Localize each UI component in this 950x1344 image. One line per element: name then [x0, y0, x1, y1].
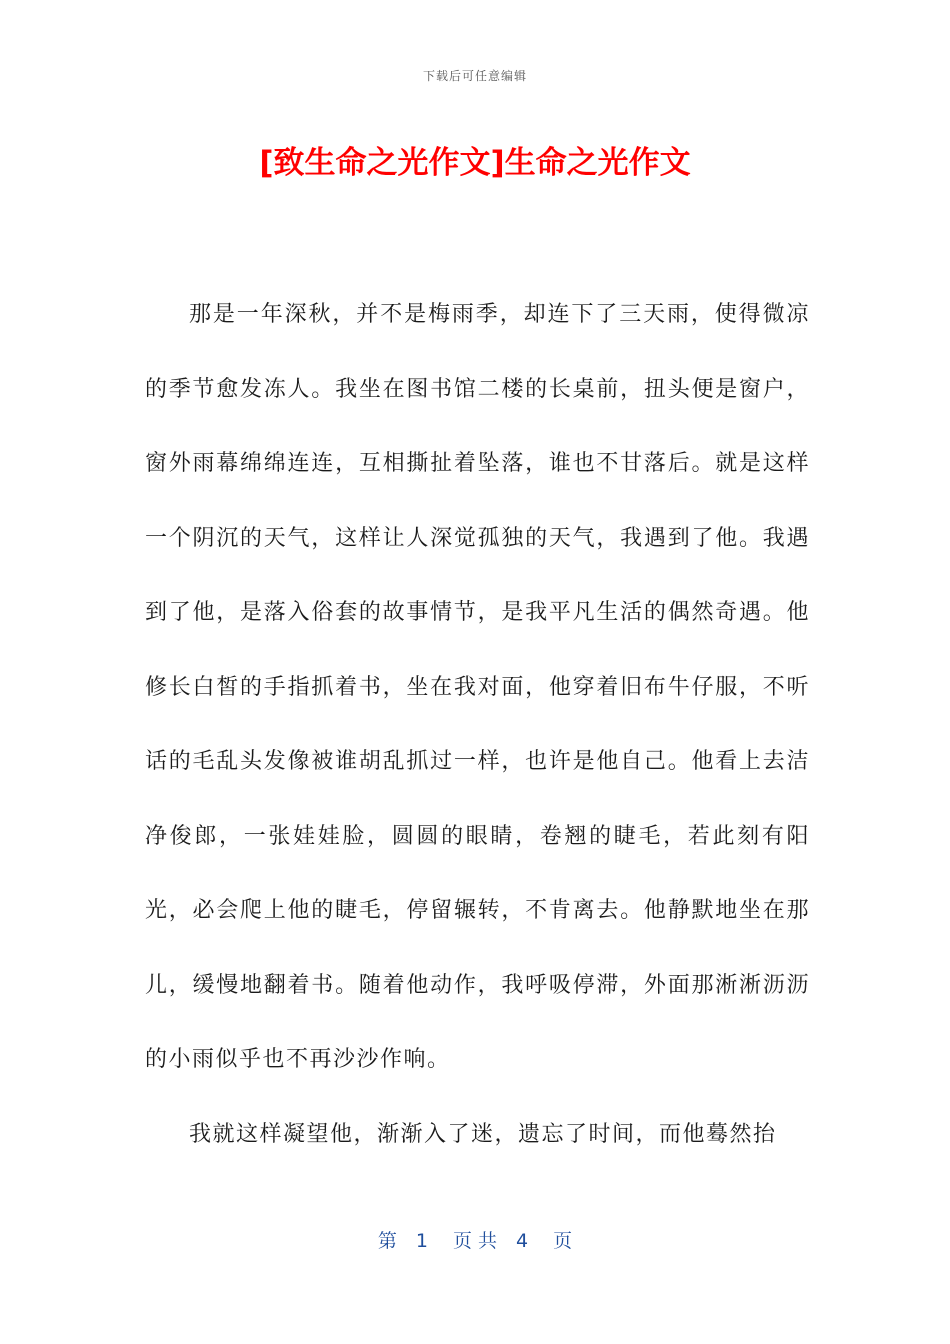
document-body: [145, 278, 810, 1172]
body-paragraph-2: 我就这样凝望他，渐渐入了迷，遗忘了时间，而他蓦然抬: [189, 1121, 777, 1147]
page-header-note: 下载后可任意编辑: [422, 69, 527, 83]
document-title: [致生命之光作文]生命之光作文: [259, 145, 691, 181]
page-number-footer: 第 1 页 共 4 页: [377, 1230, 573, 1252]
body-paragraph-1: 那是一年深秋，并不是梅雨季，却连下了三天雨，使得微凉的季节愈发冻人。我坐在图书馆二楼的长桌前，扭头便是窗户，窗外雨幕绵绵连连，互相撕扯着坠落，谁也不甘落后。就是这样一个阴沉的天气，这样让人深觉孤独的天气，我遇到了他。我遇到了他，是落入俗套的故事情节，是我平凡生活的偶然奇遇。他修长白皙的手指抓着书，坐在我对面，他穿着旧布牛仔服，不听话的毛乱头发像被谁胡乱抓过一样，也许是他自己。他看上去洁净俊郎，一张娃娃脸，圆圆的眼睛，卷翘的睫毛，若此刻有阳光，必会爬上他的睫毛，停留辗转，不肯离去。他静默地坐在那儿，缓慢地翻着书。随着他动作，我呼吸停滞，外面那淅淅沥沥的小雨似乎也不再沙沙作响。: [145, 302, 810, 1072]
